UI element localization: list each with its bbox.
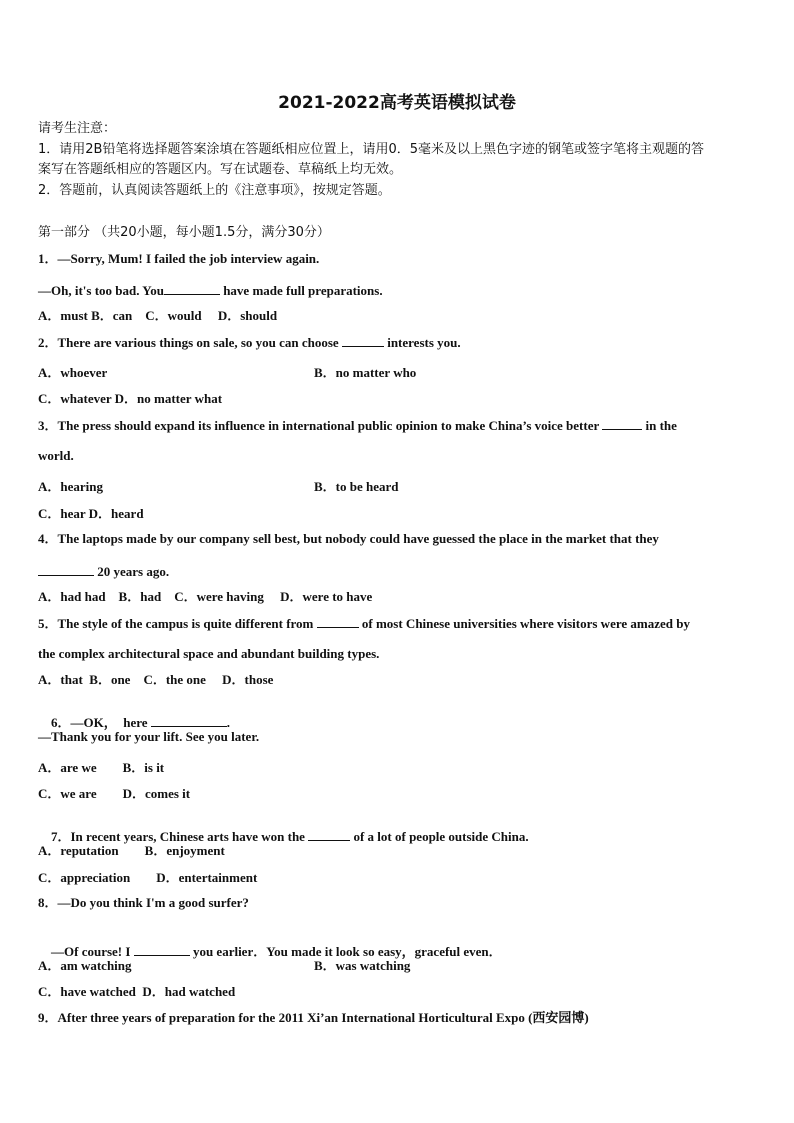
- question-9-stem: 9．After three years of preparation for the 2011 Xi’an International Horticultural Expo (西安园博): [38, 1010, 589, 1025]
- answer-blank: [602, 417, 642, 430]
- section-heading: 第一部分 （共20小题，每小题1.5分，满分30分）: [38, 225, 330, 240]
- question-7-stem: 7．In recent years, Chinese arts have won the of a lot of people outside China.: [51, 829, 529, 844]
- question-4-stem: 4．The laptops made by our company sell best, but nobody could have guessed the place in the market that they: [38, 531, 659, 546]
- question-6-stem: 6．—OK， here .: [51, 715, 231, 730]
- option-a: A．am watching: [38, 958, 132, 973]
- question-1-stem: 1．—Sorry, Mum! I failed the job interview again.: [38, 251, 320, 266]
- question-6-line2: —Thank you for your lift. See you later.: [38, 729, 260, 744]
- question-1-line2: —Oh, it's too bad. You have made full preparations.: [38, 283, 383, 298]
- answer-blank: [342, 334, 384, 347]
- question-4-options: A．had had B．had C．were having D．were to have: [38, 589, 373, 604]
- question-8-options-ab: [38, 958, 764, 974]
- answer-blank: [317, 615, 359, 628]
- question-7-options-ab: A．reputation B．enjoyment: [38, 843, 225, 858]
- question-8-stem: 8．—Do you think I'm a good surfer?: [38, 895, 249, 910]
- question-3-line2: world.: [38, 448, 74, 463]
- notice-item-1-cont: 案写在答题纸相应的答题区内。写在试题卷、草稿纸上均无效。: [38, 162, 403, 177]
- question-3-options-cd: C．hear D．heard: [38, 506, 144, 521]
- question-2-options-cd: C．whatever D．no matter what: [38, 391, 223, 406]
- question-5-line2: the complex architectural space and abundant building types.: [38, 646, 380, 661]
- notice-item-2: 2．答题前，认真阅读答题纸上的《注意事项》，按规定答题。: [38, 183, 391, 198]
- answer-blank: [134, 943, 190, 956]
- answer-blank: [151, 714, 227, 727]
- answer-blank: [38, 563, 94, 576]
- question-8-options-cd: C．have watched D．had watched: [38, 984, 236, 999]
- question-2-options-ab: [38, 365, 764, 381]
- option-a: A．hearing: [38, 479, 104, 494]
- option-a: A．whoever: [38, 365, 108, 380]
- option-b: B．to be heard: [314, 479, 399, 494]
- question-6-options-ab: A．are we B．is it: [38, 760, 165, 775]
- question-8-line2: —Of course! I you earlier．You made it look so easy，graceful even．: [51, 944, 502, 959]
- question-5-options: A．that B．one C．the one D．those: [38, 672, 274, 687]
- question-1-options: A．must B．can C．would D．should: [38, 308, 278, 323]
- answer-blank: [308, 828, 350, 841]
- answer-blank: [164, 282, 220, 295]
- question-6-options-cd: C．we are D．comes it: [38, 786, 191, 801]
- page-title: 2021-2022高考英语模拟试卷: [278, 93, 516, 113]
- question-4-line2: 20 years ago.: [38, 563, 764, 580]
- question-7-options-cd: C．appreciation D．entertainment: [38, 870, 258, 885]
- option-b: B．was watching: [314, 958, 411, 973]
- notice-heading: 请考生注意：: [38, 121, 117, 136]
- notice-item-1: 1．请用2B铅笔将选择题答案涂填在答题纸相应位置上，请用0．5毫米及以上黑色字迹的钢笔或签字笔将主观题的答: [38, 142, 705, 157]
- question-2-stem: 2．There are various things on sale, so you can choose interests you.: [38, 335, 461, 350]
- question-3-stem: 3．The press should expand its influence in international public opinion to make China’s voice better in the: [38, 418, 677, 433]
- question-3-options-ab: [38, 479, 764, 495]
- question-5-stem: 5．The style of the campus is quite different from of most Chinese universities where visitors were amazed by: [38, 616, 690, 631]
- option-b: B．no matter who: [314, 365, 417, 380]
